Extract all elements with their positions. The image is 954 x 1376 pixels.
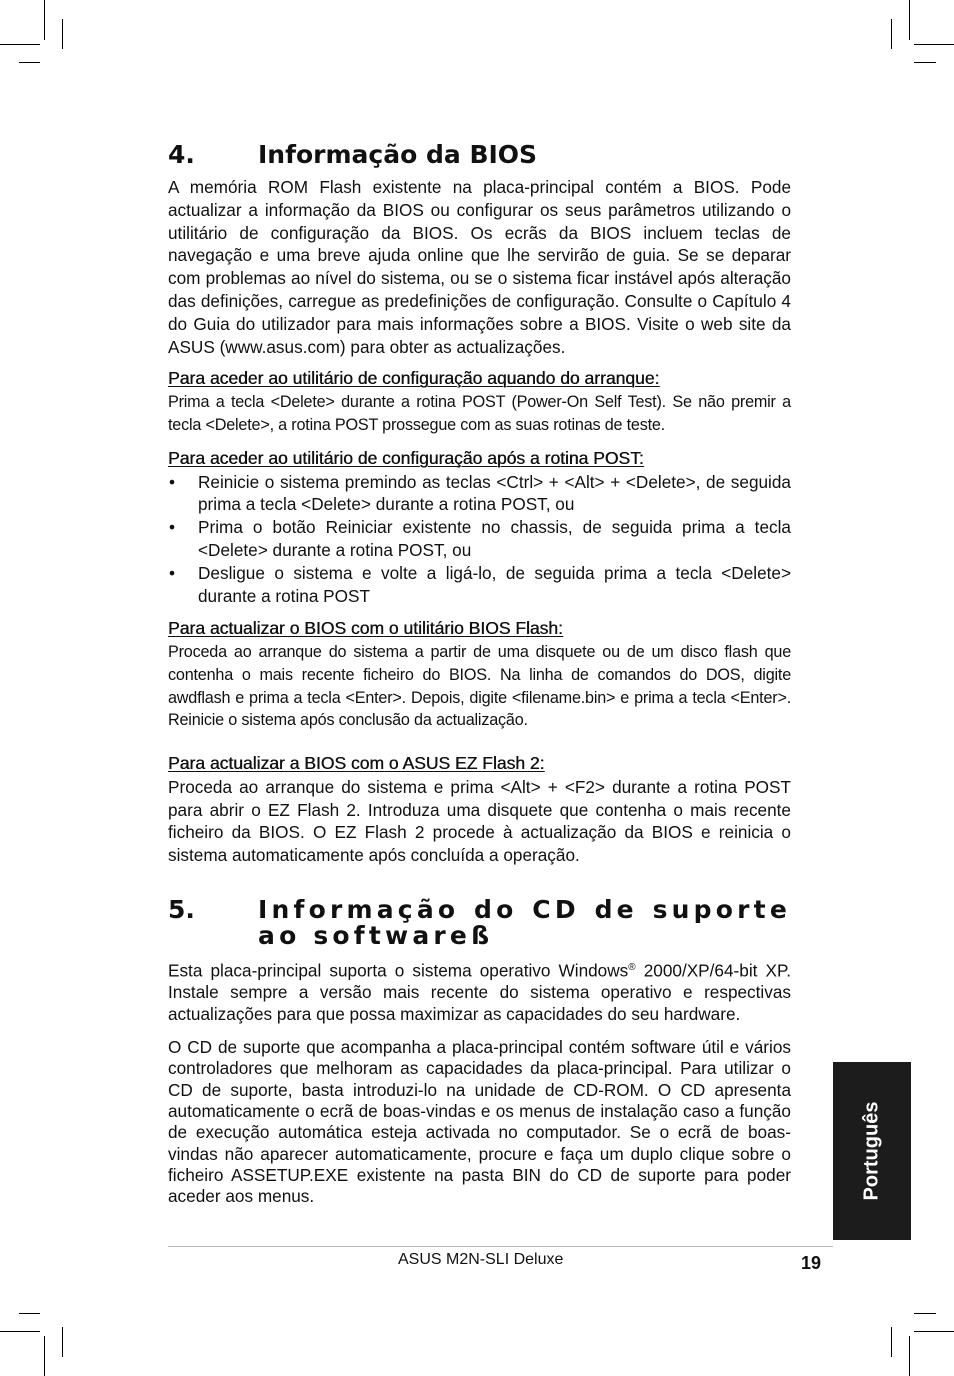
setup-at-boot-text: Prima a tecla <Delete> durante a rotina POST (Power-On Self Test). Se não premir a tecla <Delete>, a rotina POST prossegue com as suas rotinas de teste. (168, 393, 791, 434)
crop-mark (891, 19, 892, 49)
crop-mark (44, 0, 45, 40)
section-title: Informação da BIOS (258, 140, 538, 169)
bullet-icon: • (169, 471, 176, 492)
crop-mark (914, 1331, 954, 1332)
ez-flash-text: Proceda ao arranque do sistema e prima <Alt> + <F2> durante a rotina POST para abrir o EZ Flash 2. Introduza uma disquete que contenha o mais recente ficheiro da BIOS. O EZ Flash 2 procede à actualização da BIOS e reinicia o sistema automaticamente após concluída a operação. (168, 776, 791, 866)
language-side-tab (833, 1062, 911, 1240)
crop-mark (0, 44, 40, 45)
bullet-icon: • (169, 517, 176, 538)
setup-after-post-list (168, 471, 791, 608)
section-number: 5. (168, 894, 195, 924)
section-5-para-1 (168, 957, 791, 1025)
crop-mark (44, 1336, 45, 1376)
registered-mark: ® (628, 961, 636, 973)
crop-mark (914, 44, 954, 45)
crop-mark (62, 19, 63, 49)
text-run: 2000/XP/64-bit XP. Instale sempre a versão mais recente do sistema operativo e respectivas actualizações para que possa maximizar as capacidades do seu hardware. (168, 960, 791, 1024)
bullet-icon: • (169, 562, 176, 583)
crop-mark (19, 62, 40, 63)
crop-mark (0, 1331, 40, 1332)
crop-mark (62, 1327, 63, 1357)
footer-rule (168, 1246, 833, 1247)
crop-mark (909, 0, 910, 40)
section-number: 4. (168, 140, 195, 169)
crop-mark (914, 62, 936, 63)
list-item (168, 562, 791, 608)
list-item (168, 471, 791, 517)
section-4-heading (168, 140, 791, 170)
crop-mark (909, 1336, 910, 1376)
crop-mark (914, 1313, 936, 1314)
list-item-text: Desligue o sistema e volte a ligá-lo, de seguida prima a tecla <Delete> durante a rotina POST (198, 562, 791, 606)
subheading-ez-flash: Para actualizar a BIOS com o ASUS EZ Flash 2: (168, 752, 545, 773)
section-title: Informação do CD de suporte ao softwareß (258, 894, 791, 950)
list-item (168, 516, 791, 562)
subheading-setup-after-post: Para aceder ao utilitário de configuração após a rotina POST: (168, 447, 644, 468)
list-item-text: Prima o botão Reiniciar existente no chassis, de seguida prima a tecla <Delete> durante a rotina POST, ou (198, 517, 791, 560)
subheading-setup-at-boot: Para aceder ao utilitário de configuração aquando do arranque: (168, 368, 660, 389)
section-5-heading (168, 894, 791, 950)
page-content (168, 140, 791, 1208)
page-number: 19 (801, 1253, 822, 1273)
section-5-para-2: O CD de suporte que acompanha a placa-principal contém software útil e vários controladores que melhoram as capacidades da placa-principal. Para utilizar o CD de suporte, basta introduzi-lo na unidade de CD-ROM. O CD apresenta automaticamente o ecrã de boas-vindas e os menus de instalação caso a função de execução automática esteja activada no computador. Se o ecrã de boas-vindas não aparecer automaticamente, procure e faça um duplo clique sobre o ficheiro ASSETUP.EXE existente na pasta BIN do CD de suporte para poder aceder aos menus. (168, 1037, 791, 1207)
language-label: Português (860, 1101, 883, 1201)
section-4-intro: A memória ROM Flash existente na placa-principal contém a BIOS. Pode actualizar a informação da BIOS ou configurar os seus parâmetros utilizando o utilitário de configuração da BIOS. Os ecrãs da BIOS incluem teclas de navegação e uma breve ajuda online que lhe servirão de guia. Se se deparar com problemas ao nível do sistema, ou se o sistema ficar instável após alteração das definições, carregue as predefinições de configuração. Consulte o Capítulo 4 do Guia do utilizador para mais informações sobre a BIOS. Visite o web site da ASUS (www.asus.com) para obter as actualizações. (168, 177, 791, 357)
list-item-text: Reinicie o sistema premindo as teclas <Ctrl> + <Alt> + <Delete>, de seguida prima a tecla <Delete> durante a rotina POST, ou (198, 471, 791, 515)
subheading-bios-flash: Para actualizar o BIOS com o utilitário BIOS Flash: (168, 618, 563, 639)
text-run: Esta placa-principal suporta o sistema operativo Windows (168, 960, 629, 981)
crop-mark (19, 1313, 40, 1314)
bios-flash-text: Proceda ao arranque do sistema a partir de uma disquete ou de um disco flash que contenha o mais recente ficheiro do BIOS. Na linha de comandos do DOS, digite awdflash e prima a tecla <Enter>. Depois, digite <filename.bin> e prima a tecla <Enter>. Reinicie o sistema após conclusão da actualização. (168, 643, 791, 730)
crop-mark (891, 1327, 892, 1357)
footer-product-name: ASUS M2N-SLI Deluxe (398, 1251, 564, 1268)
